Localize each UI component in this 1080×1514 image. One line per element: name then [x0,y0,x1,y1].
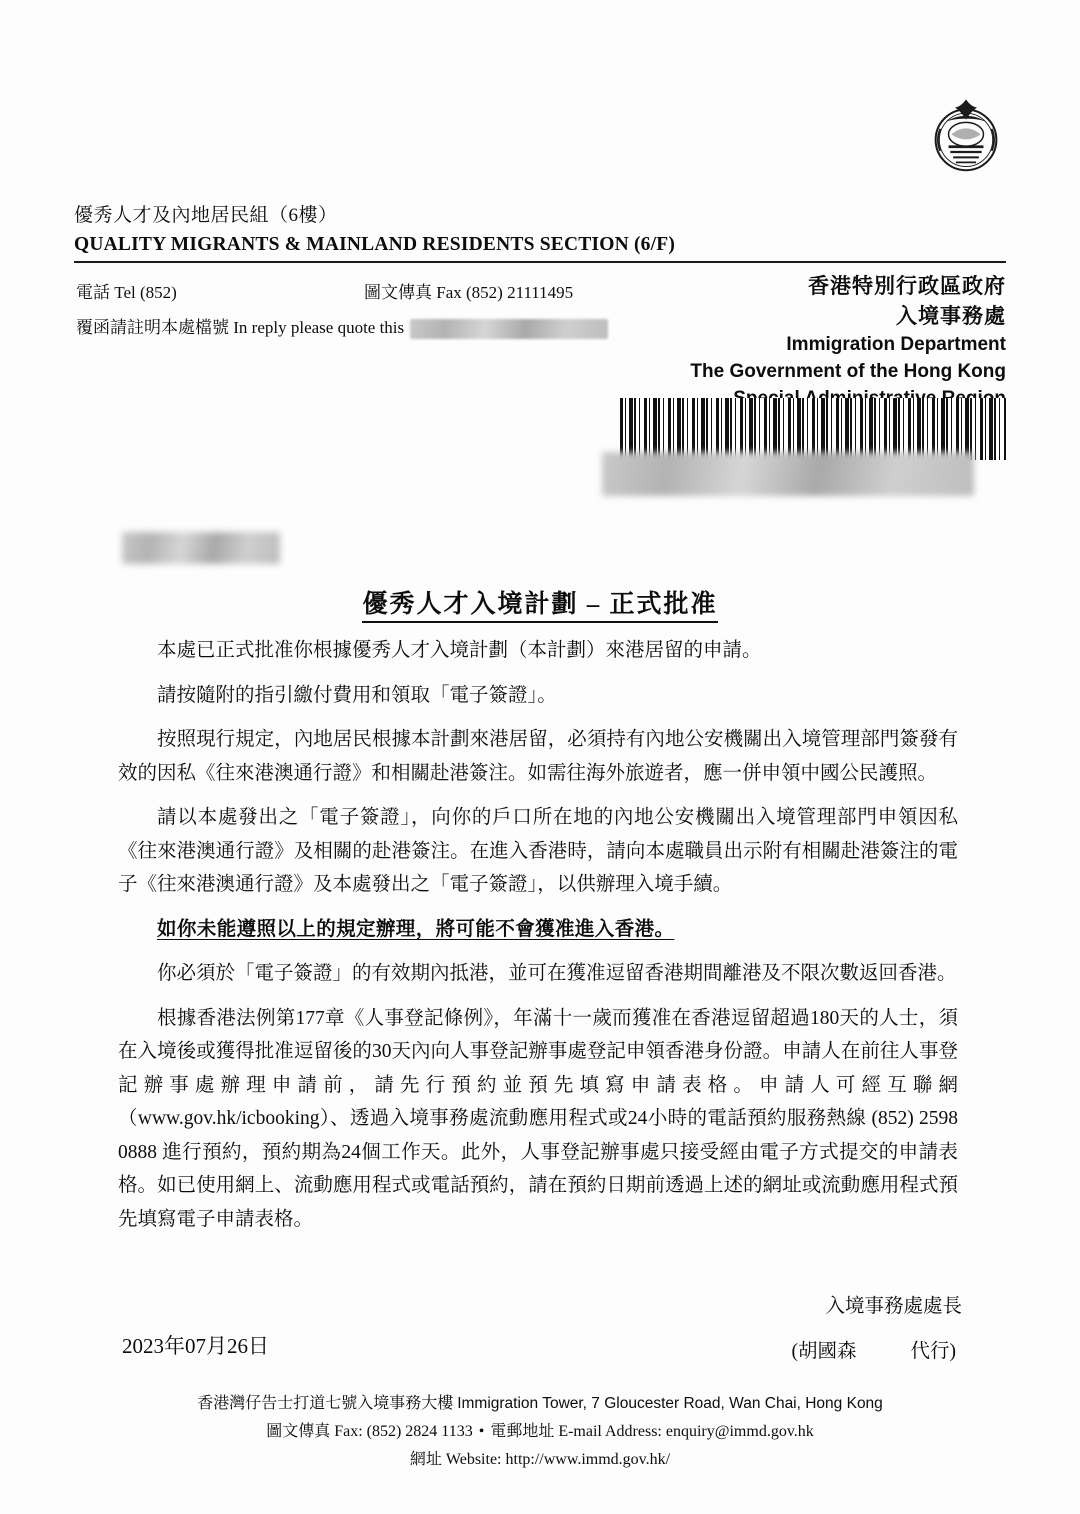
signoff-name-left: (胡國森 [791,1340,857,1362]
gov-chinese-line-2: 入境事務處 [896,303,1006,328]
reference-line [76,311,608,346]
gov-english-line-1: Immigration Department [786,333,1006,355]
redacted-recipient-address [122,532,280,564]
paragraph-2: 請按隨附的指引繳付費用和領取「電子簽證」。 [157,684,557,706]
section-title-english: QUALITY MIGRANTS & MAINLAND RESIDENTS SECTION (6/F) [74,233,676,255]
letter-body [118,634,978,1248]
letter-date: 2023年07月26日 [122,1334,269,1358]
paragraph-4: 請以本處發出之「電子簽證」，向你的戶口所在地的內地公安機關出入境管理部門申領因私《往來港澳通行證》及相關的赴港簽注。在進入香港時，請向本處職員出示附有相關赴港簽注的電子《往來港澳通行證》及本處發出之「電子簽證」，以供辦理入境手續。 [118,807,958,896]
footer-address-line [0,1390,1080,1418]
paragraph-6: 根據香港法例第177章《人事登記條例》，年滿十一歲而獲准在香港逗留超過180天的人士，須在入境後或獲得批准逗留後的30天內向人事登記辦事處登記申領香港身份證。申請人在前往人事登記辦事處辦理申請前，請先行預約並預先填寫申請表格。申請人可經互聯網 （www.gov.hk/icbooking）、透過入境事務處流動應用程式或24小時的電話預約服務熱線 (852) 2598 0888 進行預約，預約期為24個工作天。此外，人事登記辦事處只接受經由電子方式提交的申請表格。如已使用網上、流動應用程式或電話預約，請在預約日期前透過上述的網址或流動應用程式預先填寫電子申請表格。 [118,1007,978,1230]
redacted-reference-number [410,319,608,339]
reference-label: 覆函請註明本處檔號 In reply please quote this [76,317,405,337]
footer-address-chinese: 香港灣仔告士打道七號入境事務大樓 [197,1395,454,1412]
signoff-name [792,1330,957,1375]
warning-paragraph: 如你未能遵照以上的規定辦理，將可能不會獲准進入香港。 [157,918,675,940]
gov-chinese-line-1: 香港特別行政區政府 [808,274,1006,298]
telephone-line [76,276,608,311]
hksar-emblem-icon [920,92,1012,184]
paragraph-3: 按照現行規定，內地居民根據本計劃來港居留，必須持有內地公安機關出入境管理部門簽發有效的因私《往來港澳通行證》和相關赴港簽注。如需往海外旅遊者，應一併申領中國公民護照。 [118,729,958,784]
redacted-barcode-number [602,452,974,496]
paragraph-1: 本處已正式批准你根據優秀人才入境計劃（本計劃）來港居留的申請。 [157,640,762,661]
footer-website-line [0,1446,1080,1474]
telephone-label: 電話 Tel (852) [76,283,177,302]
section-header [74,202,1006,259]
barcode [620,398,1006,460]
signoff-name-right: 代行) [910,1340,956,1362]
government-identity-block [690,272,1006,413]
footer-address-english: Immigration Tower, 7 Gloucester Road, Wan Chai, Hong Kong [457,1395,883,1412]
footer-contact-line: 圖文傳真 Fax: (852) 2824 1133 • 電郵地址 E-mail Address: enquiry@immd.gov.hk [266,1423,814,1440]
footer-fax: 圖文傳真 Fax: (852) 2824 1133 [266,1423,473,1440]
header-divider [74,261,1006,263]
signoff-title: 入境事務處處長 [825,1296,962,1317]
footer-email: 電郵地址 E-mail Address: enquiry@immd.gov.hk [490,1423,814,1440]
paragraph-5: 你必須於「電子簽證」的有效期內抵港，並可在獲准逗留香港期間離港及不限次數返回香港。 [157,963,957,985]
footer-website: 網址 Website: http://www.immd.gov.hk/ [409,1451,671,1468]
page-title-text: 優秀人才入境計劃 – 正式批准 [362,591,717,623]
section-title-chinese: 優秀人才及內地居民組（6樓） [74,205,338,226]
gov-english-line-2: The Government of the Hong Kong [690,360,1006,382]
page-footer [0,1390,1080,1474]
signoff-block [792,1285,963,1375]
fax-label: 圖文傳真 Fax (852) 21111495 [364,283,574,302]
contact-block [76,276,608,346]
page-title [0,584,1080,620]
